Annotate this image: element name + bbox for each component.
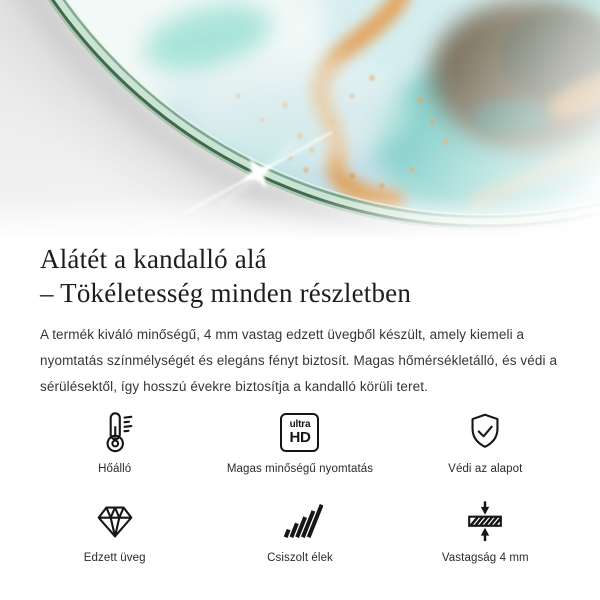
shield-check-icon bbox=[462, 408, 508, 456]
polished-edges-icon bbox=[277, 497, 323, 545]
feature-label: Hőálló bbox=[98, 463, 132, 475]
feature-label: Csiszolt élek bbox=[267, 552, 333, 564]
feature-protects-base bbox=[393, 408, 578, 475]
product-description: A termék kiváló minőségű, 4 mm vastag edzett üvegből készült, amely kiemeli a nyomtatás színmélységét és elegáns fényt biztosít. Magas hőmérsékletálló, és védi a sérülésektől, így hosszú évekre biztosítja a kandalló körüli teret. bbox=[40, 327, 558, 394]
feature-grid bbox=[22, 408, 578, 564]
thermometer-icon bbox=[92, 408, 138, 456]
feature-label: Edzett üveg bbox=[83, 552, 146, 564]
feature-label: Magas minőségű nyomtatás bbox=[226, 463, 374, 475]
page-title-line2: – Tökéletesség minden részletben bbox=[40, 278, 412, 308]
thickness-icon bbox=[462, 497, 508, 545]
page-title-line1: Alátét a kandalló alá bbox=[40, 244, 267, 274]
feature-thickness bbox=[393, 497, 578, 564]
ultra-hd-icon bbox=[280, 408, 319, 456]
feature-heat-resistant bbox=[22, 408, 207, 475]
feature-label: Vastagság 4 mm bbox=[441, 552, 529, 564]
ultra-hd-icon-text-bottom: HD bbox=[289, 428, 311, 446]
feature-label: Védi az alapot bbox=[448, 463, 523, 475]
ultra-hd-icon-text-top: ultra bbox=[289, 418, 311, 430]
diamond-icon bbox=[92, 497, 138, 545]
feature-tempered-glass bbox=[22, 497, 207, 564]
feature-print-quality bbox=[207, 408, 392, 475]
product-image bbox=[0, 0, 600, 238]
page-title bbox=[40, 242, 560, 310]
feature-polished-edges bbox=[207, 497, 392, 564]
